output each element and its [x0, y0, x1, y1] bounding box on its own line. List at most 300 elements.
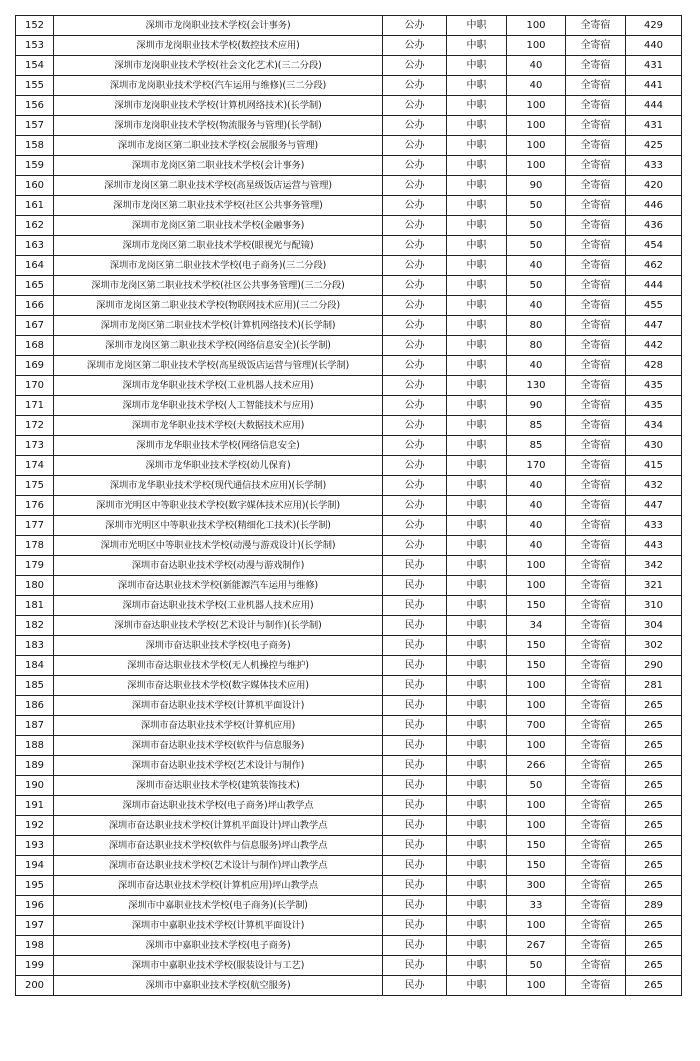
enrollment-plan-cell: 40 [507, 56, 566, 76]
table-row [16, 416, 682, 436]
admission-score-cell: 265 [626, 936, 682, 956]
school-type-cell: 民办 [383, 736, 447, 756]
enrollment-plan-cell: 150 [507, 656, 566, 676]
school-program-cell: 深圳市中嘉职业技术学校(电子商务)(长学制) [54, 896, 383, 916]
enrollment-plan-cell: 100 [507, 736, 566, 756]
boarding-type-cell: 全寄宿 [566, 296, 626, 316]
admission-score-cell: 444 [626, 96, 682, 116]
boarding-type-cell: 全寄宿 [566, 36, 626, 56]
school-program-cell: 深圳市奋达职业技术学校(艺术设计与制作)坪山教学点 [54, 856, 383, 876]
admission-score-cell: 446 [626, 196, 682, 216]
admission-score-cell: 425 [626, 136, 682, 156]
school-program-cell: 深圳市龙岗区第二职业技术学校(社区公共事务管理) [54, 196, 383, 216]
education-level-cell: 中职 [447, 916, 507, 936]
boarding-type-cell: 全寄宿 [566, 76, 626, 96]
table-row [16, 276, 682, 296]
boarding-type-cell: 全寄宿 [566, 56, 626, 76]
table-row [16, 256, 682, 276]
admission-score-cell: 265 [626, 736, 682, 756]
row-number-cell: 182 [16, 616, 54, 636]
table-row [16, 296, 682, 316]
table-row [16, 176, 682, 196]
school-program-cell: 深圳市龙岗区第二职业技术学校(金融事务) [54, 216, 383, 236]
admission-score-cell: 310 [626, 596, 682, 616]
education-level-cell: 中职 [447, 496, 507, 516]
school-type-cell: 公办 [383, 296, 447, 316]
row-number-cell: 167 [16, 316, 54, 336]
school-program-cell: 深圳市龙岗职业技术学校(数控技术应用) [54, 36, 383, 56]
school-type-cell: 公办 [383, 316, 447, 336]
enrollment-plan-cell: 100 [507, 976, 566, 996]
admission-score-cell: 431 [626, 116, 682, 136]
school-program-cell: 深圳市奋达职业技术学校(数字媒体技术应用) [54, 676, 383, 696]
enrollment-plan-cell: 40 [507, 76, 566, 96]
enrollment-plan-cell: 40 [507, 256, 566, 276]
enrollment-plan-cell: 85 [507, 436, 566, 456]
boarding-type-cell: 全寄宿 [566, 956, 626, 976]
education-level-cell: 中职 [447, 516, 507, 536]
enrollment-plan-cell: 100 [507, 96, 566, 116]
boarding-type-cell: 全寄宿 [566, 516, 626, 536]
education-level-cell: 中职 [447, 176, 507, 196]
school-type-cell: 公办 [383, 436, 447, 456]
admission-score-cell: 454 [626, 236, 682, 256]
school-program-cell: 深圳市奋达职业技术学校(计算机应用)坪山教学点 [54, 876, 383, 896]
school-type-cell: 公办 [383, 336, 447, 356]
table-row [16, 896, 682, 916]
enrollment-plan-cell: 100 [507, 796, 566, 816]
boarding-type-cell: 全寄宿 [566, 916, 626, 936]
table-row [16, 236, 682, 256]
school-type-cell: 民办 [383, 636, 447, 656]
table-row [16, 76, 682, 96]
school-program-cell: 深圳市中嘉职业技术学校(服装设计与工艺) [54, 956, 383, 976]
row-number-cell: 153 [16, 36, 54, 56]
admission-score-cell: 265 [626, 696, 682, 716]
table-row [16, 976, 682, 996]
table-row [16, 776, 682, 796]
education-level-cell: 中职 [447, 456, 507, 476]
school-type-cell: 公办 [383, 476, 447, 496]
education-level-cell: 中职 [447, 576, 507, 596]
school-type-cell: 民办 [383, 616, 447, 636]
enrollment-plan-cell: 40 [507, 296, 566, 316]
boarding-type-cell: 全寄宿 [566, 276, 626, 296]
boarding-type-cell: 全寄宿 [566, 656, 626, 676]
table-row [16, 156, 682, 176]
admission-score-cell: 429 [626, 16, 682, 36]
school-program-cell: 深圳市奋达职业技术学校(电子商务)坪山教学点 [54, 796, 383, 816]
school-type-cell: 民办 [383, 856, 447, 876]
admission-score-cell: 265 [626, 756, 682, 776]
education-level-cell: 中职 [447, 376, 507, 396]
school-program-cell: 深圳市奋达职业技术学校(建筑装饰技术) [54, 776, 383, 796]
education-level-cell: 中职 [447, 716, 507, 736]
row-number-cell: 181 [16, 596, 54, 616]
enrollment-plan-cell: 150 [507, 856, 566, 876]
school-program-cell: 深圳市龙岗职业技术学校(会计事务) [54, 16, 383, 36]
row-number-cell: 174 [16, 456, 54, 476]
admission-score-cell: 265 [626, 856, 682, 876]
row-number-cell: 170 [16, 376, 54, 396]
table-row [16, 736, 682, 756]
school-type-cell: 民办 [383, 696, 447, 716]
boarding-type-cell: 全寄宿 [566, 596, 626, 616]
school-type-cell: 公办 [383, 16, 447, 36]
boarding-type-cell: 全寄宿 [566, 756, 626, 776]
school-type-cell: 民办 [383, 716, 447, 736]
row-number-cell: 168 [16, 336, 54, 356]
enrollment-plan-cell: 33 [507, 896, 566, 916]
admission-score-cell: 440 [626, 36, 682, 56]
school-program-cell: 深圳市龙岗职业技术学校(物流服务与管理)(长学制) [54, 116, 383, 136]
school-type-cell: 公办 [383, 516, 447, 536]
education-level-cell: 中职 [447, 196, 507, 216]
enrollment-plan-cell: 100 [507, 556, 566, 576]
admission-score-cell: 265 [626, 876, 682, 896]
enrollment-plan-cell: 80 [507, 316, 566, 336]
education-level-cell: 中职 [447, 816, 507, 836]
row-number-cell: 156 [16, 96, 54, 116]
boarding-type-cell: 全寄宿 [566, 876, 626, 896]
school-type-cell: 公办 [383, 176, 447, 196]
school-program-cell: 深圳市龙华职业技术学校(人工智能技术与应用) [54, 396, 383, 416]
enrollment-plan-cell: 700 [507, 716, 566, 736]
admission-score-cell: 433 [626, 516, 682, 536]
table-row [16, 696, 682, 716]
boarding-type-cell: 全寄宿 [566, 676, 626, 696]
school-program-cell: 深圳市龙岗区第二职业技术学校(网络信息安全)(长学制) [54, 336, 383, 356]
enrollment-plan-cell: 100 [507, 116, 566, 136]
admission-score-cell: 302 [626, 636, 682, 656]
enrollment-plan-cell: 50 [507, 236, 566, 256]
table-row [16, 136, 682, 156]
enrollment-plan-cell: 100 [507, 136, 566, 156]
admission-score-cell: 430 [626, 436, 682, 456]
enrollment-plan-cell: 266 [507, 756, 566, 776]
school-type-cell: 民办 [383, 956, 447, 976]
table-row [16, 916, 682, 936]
row-number-cell: 164 [16, 256, 54, 276]
school-type-cell: 民办 [383, 876, 447, 896]
admission-score-cell: 443 [626, 536, 682, 556]
row-number-cell: 178 [16, 536, 54, 556]
row-number-cell: 171 [16, 396, 54, 416]
table-row [16, 356, 682, 376]
row-number-cell: 163 [16, 236, 54, 256]
row-number-cell: 152 [16, 16, 54, 36]
enrollment-plan-cell: 100 [507, 696, 566, 716]
boarding-type-cell: 全寄宿 [566, 576, 626, 596]
table-row [16, 196, 682, 216]
boarding-type-cell: 全寄宿 [566, 336, 626, 356]
school-type-cell: 公办 [383, 116, 447, 136]
boarding-type-cell: 全寄宿 [566, 776, 626, 796]
row-number-cell: 185 [16, 676, 54, 696]
admission-score-cell: 304 [626, 616, 682, 636]
education-level-cell: 中职 [447, 156, 507, 176]
enrollment-plan-cell: 85 [507, 416, 566, 436]
boarding-type-cell: 全寄宿 [566, 376, 626, 396]
education-level-cell: 中职 [447, 556, 507, 576]
school-program-cell: 深圳市龙华职业技术学校(网络信息安全) [54, 436, 383, 456]
row-number-cell: 154 [16, 56, 54, 76]
school-type-cell: 民办 [383, 796, 447, 816]
school-program-cell: 深圳市龙岗区第二职业技术学校(眼视光与配镜) [54, 236, 383, 256]
school-type-cell: 民办 [383, 916, 447, 936]
school-program-cell: 深圳市龙华职业技术学校(工业机器人技术应用) [54, 376, 383, 396]
education-level-cell: 中职 [447, 316, 507, 336]
education-level-cell: 中职 [447, 216, 507, 236]
school-type-cell: 民办 [383, 676, 447, 696]
school-program-cell: 深圳市龙岗区第二职业技术学校(会展服务与管理) [54, 136, 383, 156]
school-type-cell: 公办 [383, 416, 447, 436]
enrollment-plan-cell: 80 [507, 336, 566, 356]
admission-score-cell: 265 [626, 956, 682, 976]
enrollment-plan-cell: 50 [507, 216, 566, 236]
boarding-type-cell: 全寄宿 [566, 816, 626, 836]
boarding-type-cell: 全寄宿 [566, 496, 626, 516]
enrollment-plan-cell: 40 [507, 516, 566, 536]
enrollment-plan-cell: 100 [507, 676, 566, 696]
school-program-cell: 深圳市奋达职业技术学校(工业机器人技术应用) [54, 596, 383, 616]
enrollment-plan-cell: 100 [507, 36, 566, 56]
boarding-type-cell: 全寄宿 [566, 216, 626, 236]
education-level-cell: 中职 [447, 776, 507, 796]
school-type-cell: 公办 [383, 496, 447, 516]
row-number-cell: 180 [16, 576, 54, 596]
school-program-cell: 深圳市龙岗区第二职业技术学校(物联网技术应用)(三二分段) [54, 296, 383, 316]
school-program-cell: 深圳市龙岗区第二职业技术学校(电子商务)(三二分段) [54, 256, 383, 276]
enrollment-plan-cell: 300 [507, 876, 566, 896]
education-level-cell: 中职 [447, 896, 507, 916]
education-level-cell: 中职 [447, 136, 507, 156]
table-row [16, 36, 682, 56]
education-level-cell: 中职 [447, 336, 507, 356]
school-program-cell: 深圳市奋达职业技术学校(动漫与游戏制作) [54, 556, 383, 576]
boarding-type-cell: 全寄宿 [566, 476, 626, 496]
boarding-type-cell: 全寄宿 [566, 796, 626, 816]
education-level-cell: 中职 [447, 436, 507, 456]
school-program-cell: 深圳市奋达职业技术学校(无人机操控与维护) [54, 656, 383, 676]
boarding-type-cell: 全寄宿 [566, 156, 626, 176]
row-number-cell: 166 [16, 296, 54, 316]
enrollment-plan-cell: 150 [507, 636, 566, 656]
education-level-cell: 中职 [447, 36, 507, 56]
enrollment-plan-cell: 100 [507, 156, 566, 176]
enrollment-plan-cell: 50 [507, 956, 566, 976]
education-level-cell: 中职 [447, 236, 507, 256]
education-level-cell: 中职 [447, 476, 507, 496]
admission-score-cell: 432 [626, 476, 682, 496]
education-level-cell: 中职 [447, 96, 507, 116]
boarding-type-cell: 全寄宿 [566, 396, 626, 416]
row-number-cell: 169 [16, 356, 54, 376]
boarding-type-cell: 全寄宿 [566, 456, 626, 476]
admission-score-cell: 433 [626, 156, 682, 176]
row-number-cell: 193 [16, 836, 54, 856]
table-row [16, 56, 682, 76]
education-level-cell: 中职 [447, 256, 507, 276]
boarding-type-cell: 全寄宿 [566, 356, 626, 376]
school-type-cell: 公办 [383, 56, 447, 76]
education-level-cell: 中职 [447, 416, 507, 436]
admission-score-cell: 436 [626, 216, 682, 236]
table-row [16, 536, 682, 556]
education-level-cell: 中职 [447, 56, 507, 76]
school-program-cell: 深圳市奋达职业技术学校(软件与信息服务) [54, 736, 383, 756]
row-number-cell: 196 [16, 896, 54, 916]
enrollment-plan-cell: 130 [507, 376, 566, 396]
row-number-cell: 187 [16, 716, 54, 736]
school-type-cell: 民办 [383, 976, 447, 996]
admission-score-cell: 265 [626, 776, 682, 796]
row-number-cell: 157 [16, 116, 54, 136]
school-type-cell: 民办 [383, 656, 447, 676]
education-level-cell: 中职 [447, 396, 507, 416]
table-row [16, 876, 682, 896]
enrollment-plan-cell: 34 [507, 616, 566, 636]
education-level-cell: 中职 [447, 736, 507, 756]
admission-score-cell: 265 [626, 976, 682, 996]
education-level-cell: 中职 [447, 956, 507, 976]
school-type-cell: 民办 [383, 756, 447, 776]
school-program-cell: 深圳市中嘉职业技术学校(航空服务) [54, 976, 383, 996]
admission-score-cell: 290 [626, 656, 682, 676]
admission-score-cell: 442 [626, 336, 682, 356]
admission-score-cell: 415 [626, 456, 682, 476]
row-number-cell: 184 [16, 656, 54, 676]
education-level-cell: 中职 [447, 16, 507, 36]
enrollment-plan-cell: 170 [507, 456, 566, 476]
table-row [16, 956, 682, 976]
admission-score-cell: 462 [626, 256, 682, 276]
admission-score-cell: 265 [626, 816, 682, 836]
enrollment-plan-cell: 267 [507, 936, 566, 956]
school-type-cell: 公办 [383, 156, 447, 176]
admission-score-cell: 420 [626, 176, 682, 196]
row-number-cell: 186 [16, 696, 54, 716]
school-program-cell: 深圳市龙岗区第二职业技术学校(高星级饭店运营与管理)(长学制) [54, 356, 383, 376]
education-level-cell: 中职 [447, 936, 507, 956]
boarding-type-cell: 全寄宿 [566, 436, 626, 456]
enrollment-plan-cell: 90 [507, 176, 566, 196]
education-level-cell: 中职 [447, 596, 507, 616]
school-program-cell: 深圳市龙岗区第二职业技术学校(会计事务) [54, 156, 383, 176]
boarding-type-cell: 全寄宿 [566, 256, 626, 276]
school-type-cell: 公办 [383, 536, 447, 556]
boarding-type-cell: 全寄宿 [566, 236, 626, 256]
admission-score-cell: 435 [626, 396, 682, 416]
school-program-cell: 深圳市龙岗区第二职业技术学校(高星级饭店运营与管理) [54, 176, 383, 196]
school-program-cell: 深圳市龙华职业技术学校(大数据技术应用) [54, 416, 383, 436]
admission-score-cell: 435 [626, 376, 682, 396]
admission-score-cell: 447 [626, 316, 682, 336]
table-row [16, 936, 682, 956]
boarding-type-cell: 全寄宿 [566, 536, 626, 556]
table-row [16, 396, 682, 416]
enrollment-plan-cell: 90 [507, 396, 566, 416]
admission-score-cell: 455 [626, 296, 682, 316]
table-row [16, 576, 682, 596]
admission-score-cell: 441 [626, 76, 682, 96]
admission-score-cell: 289 [626, 896, 682, 916]
enrollment-plan-cell: 100 [507, 576, 566, 596]
school-type-cell: 公办 [383, 96, 447, 116]
school-type-cell: 民办 [383, 936, 447, 956]
table-row [16, 476, 682, 496]
education-level-cell: 中职 [447, 796, 507, 816]
boarding-type-cell: 全寄宿 [566, 416, 626, 436]
school-type-cell: 民办 [383, 596, 447, 616]
admission-score-cell: 431 [626, 56, 682, 76]
school-program-cell: 深圳市奋达职业技术学校(计算机平面设计) [54, 696, 383, 716]
enrollment-plan-cell: 50 [507, 276, 566, 296]
row-number-cell: 192 [16, 816, 54, 836]
school-type-cell: 公办 [383, 376, 447, 396]
school-program-cell: 深圳市光明区中等职业技术学校(动漫与游戏设计)(长学制) [54, 536, 383, 556]
school-type-cell: 公办 [383, 396, 447, 416]
education-level-cell: 中职 [447, 756, 507, 776]
education-level-cell: 中职 [447, 876, 507, 896]
boarding-type-cell: 全寄宿 [566, 16, 626, 36]
table-body [16, 16, 682, 996]
enrollment-plan-cell: 150 [507, 596, 566, 616]
enrollment-plan-cell: 40 [507, 356, 566, 376]
boarding-type-cell: 全寄宿 [566, 176, 626, 196]
table-row [16, 676, 682, 696]
table-row [16, 376, 682, 396]
enrollment-plan-cell: 100 [507, 916, 566, 936]
enrollment-plan-cell: 40 [507, 476, 566, 496]
boarding-type-cell: 全寄宿 [566, 856, 626, 876]
school-type-cell: 民办 [383, 556, 447, 576]
boarding-type-cell: 全寄宿 [566, 196, 626, 216]
school-type-cell: 民办 [383, 576, 447, 596]
table-row [16, 596, 682, 616]
table-row [16, 556, 682, 576]
education-level-cell: 中职 [447, 656, 507, 676]
enrollment-plan-cell: 50 [507, 776, 566, 796]
table-row [16, 316, 682, 336]
table-row [16, 816, 682, 836]
table-row [16, 336, 682, 356]
row-number-cell: 189 [16, 756, 54, 776]
table-row [16, 516, 682, 536]
admission-score-cell: 265 [626, 916, 682, 936]
admission-score-cell: 444 [626, 276, 682, 296]
education-level-cell: 中职 [447, 116, 507, 136]
school-program-cell: 深圳市光明区中等职业技术学校(精细化工技术)(长学制) [54, 516, 383, 536]
school-type-cell: 公办 [383, 216, 447, 236]
admissions-table [15, 15, 682, 996]
enrollment-plan-cell: 40 [507, 496, 566, 516]
boarding-type-cell: 全寄宿 [566, 116, 626, 136]
school-type-cell: 公办 [383, 136, 447, 156]
school-program-cell: 深圳市奋达职业技术学校(新能源汽车运用与维修) [54, 576, 383, 596]
boarding-type-cell: 全寄宿 [566, 136, 626, 156]
education-level-cell: 中职 [447, 856, 507, 876]
row-number-cell: 194 [16, 856, 54, 876]
education-level-cell: 中职 [447, 636, 507, 656]
education-level-cell: 中职 [447, 836, 507, 856]
row-number-cell: 188 [16, 736, 54, 756]
row-number-cell: 191 [16, 796, 54, 816]
admission-score-cell: 447 [626, 496, 682, 516]
row-number-cell: 197 [16, 916, 54, 936]
boarding-type-cell: 全寄宿 [566, 616, 626, 636]
school-program-cell: 深圳市龙岗职业技术学校(汽车运用与维修)(三二分段) [54, 76, 383, 96]
